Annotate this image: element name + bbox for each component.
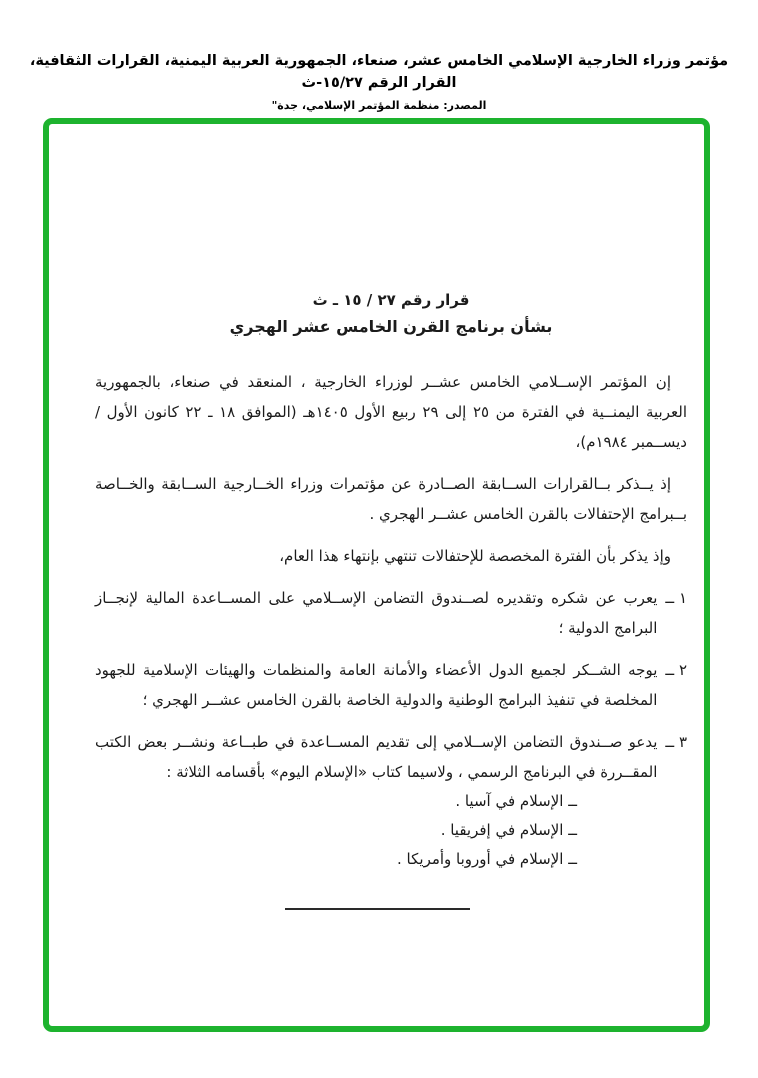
source-line: المصدر: منظمة المؤتمر الإسلامي، جدة" (271, 99, 487, 112)
item-2-number: ٢ ــ (665, 661, 687, 679)
resolution-subject-title: بشأن برنامج القرن الخامس عشر الهجري (229, 317, 553, 336)
item-1-number: ١ ــ (665, 589, 687, 607)
document-green-frame (43, 118, 710, 1032)
book-section-africa: ــ الإسلام في إفريقيا . (440, 821, 577, 839)
item-3-number: ٣ ــ (665, 733, 687, 751)
item-3-text: يدعو صــندوق التضامن الإســلامي إلى تقديم المســاعدة في طبــاعة ونشــر بعض الكتب المقــررة في البرنامج الرسمي ، ولاسيما كتاب «الإسلام اليوم» بأقسامه الثلاثة : (95, 733, 658, 781)
resolution-item-3 (95, 727, 687, 787)
page-header (0, 0, 758, 114)
preamble-paragraph-2: إذ يــذكر بــالقرارات الســابقة الصــادرة عن مؤتمرات وزراء الخــارجية الســابقة والخــاصة بــبرامج الإحتفالات بالقرن الخامس عشــر الهجري . (95, 475, 687, 523)
conference-header-line: مؤتمر وزراء الخارجية الإسلامي الخامس عشر، صنعاء، الجمهورية العربية اليمنية، القرارات الثقافية، القرار الرقم ٢٧‏/‏١٥-ث (29, 53, 729, 91)
resolution-item-2 (95, 655, 687, 715)
item-2-text: يوجه الشــكر لجميع الدول الأعضاء والأمانة العامة والمنظمات والهيئات الإسلامية للجهود المخلصة في تنفيذ البرامج الوطنية والدولية الخاصة بالقرن الخامس عشــر الهجري ؛ (95, 661, 658, 709)
preamble-paragraph-1: إن المؤتمر الإســلامي الخامس عشــر لوزراء الخارجية ، المنعقد في صنعاء، بالجمهورية العربية اليمنــية في الفترة من ٢٥ إلى ٢٩ ربيع الأول ١٤٠٥هـ (الموافق ١٨ ـ ٢٢ كانون الأول / ديســمبر ١٩٨٤م)، (95, 373, 687, 451)
preamble-paragraph-3: وإذ يذكر بأن الفترة المخصصة للإحتفالات تنتهي بإنتهاء هذا العام، (279, 547, 671, 565)
resolution-number-title: قرار رقم ٢٧ / ١٥ ـ ث (312, 291, 470, 309)
book-section-asia: ــ الإسلام في آسيا . (455, 792, 577, 810)
end-of-text-rule (285, 908, 470, 910)
book-sections-list (95, 787, 577, 874)
document-body (49, 124, 704, 910)
book-section-europe-america: ــ الإسلام في أوروبا وأمريكا . (397, 850, 577, 868)
item-1-text: يعرب عن شكره وتقديره لصــندوق التضامن الإســلامي على المســاعدة المالية لإنجــاز البرامج الدولية ؛ (95, 589, 658, 637)
resolution-item-1 (95, 583, 687, 643)
